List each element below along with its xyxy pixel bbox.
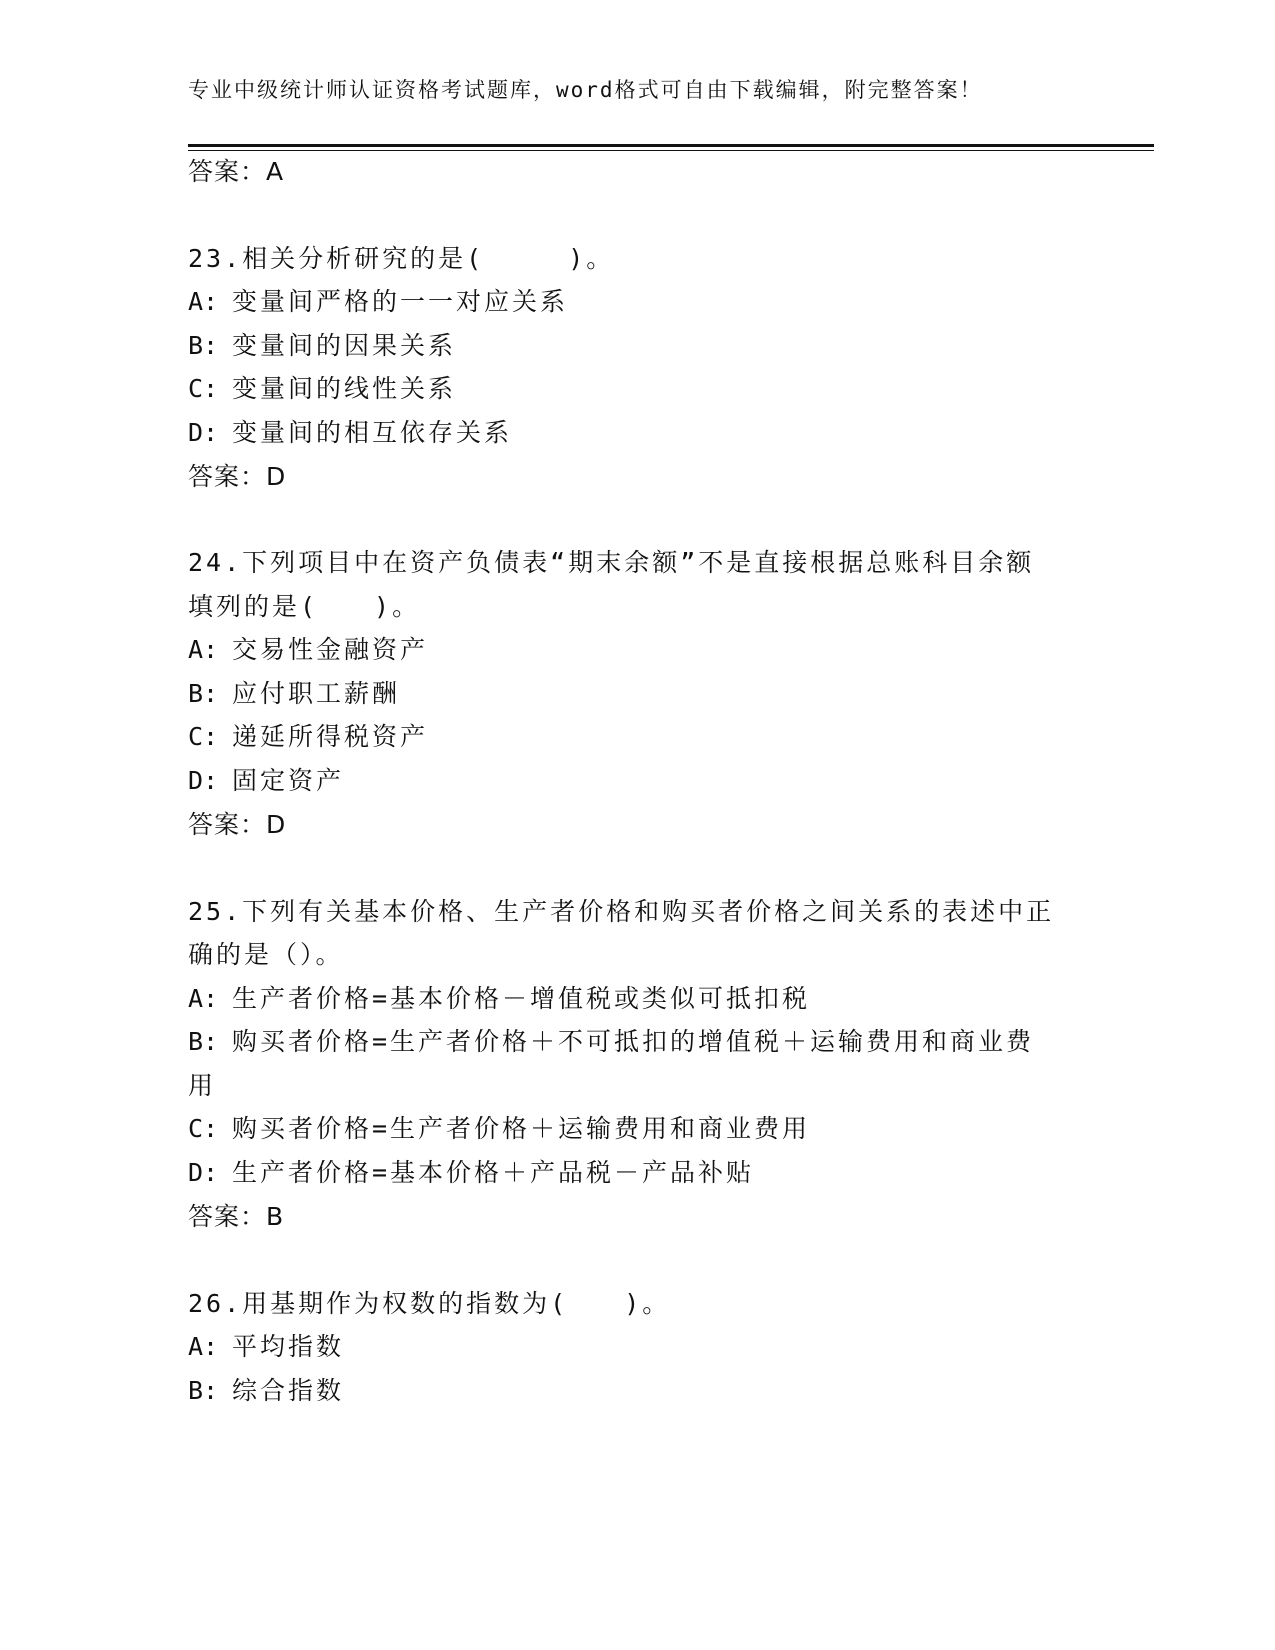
answer-line (188, 461, 286, 493)
question-stem: 填列的是( )。 (188, 592, 421, 621)
answer-value: D (266, 462, 287, 491)
option-text: 平均指数 (232, 1332, 345, 1361)
option-line (188, 373, 456, 405)
option-text: 固定资产 (232, 766, 345, 795)
option-letter: B: (188, 331, 219, 360)
option-line (188, 983, 810, 1015)
option-letter: B: (188, 1376, 219, 1405)
answer-label: 答案： (188, 157, 267, 186)
option-line (188, 721, 428, 753)
option-letter: A: (188, 1332, 219, 1361)
option-line (188, 1113, 810, 1145)
option-text: 购买者价格=生产者价格＋不可抵扣的增值税＋运输费用和商业费 (232, 1027, 1035, 1056)
option-text: 交易性金融资产 (232, 635, 429, 664)
question-stem: 26.用基期作为权数的指数为( )。 (188, 1289, 671, 1318)
option-letter: D: (188, 766, 219, 795)
option-line (188, 286, 568, 318)
option-line (188, 1157, 754, 1189)
option-text: 购买者价格=生产者价格＋运输费用和商业费用 (232, 1114, 811, 1143)
answer-value: A (266, 157, 285, 186)
answer-label: 答案： (188, 810, 267, 839)
option-letter: B: (188, 679, 219, 708)
answer-label: 答案： (188, 462, 267, 491)
answer-line (188, 156, 284, 188)
option-line (188, 678, 400, 710)
option-text: 变量间的相互依存关系 (232, 418, 513, 447)
option-line (188, 1331, 344, 1363)
question-stem: 确的是（）。 (188, 940, 344, 969)
option-text: 变量间严格的一一对应关系 (232, 287, 569, 316)
option-line (188, 765, 344, 797)
option-continuation: 用 (188, 1071, 217, 1100)
option-text: 综合指数 (232, 1376, 345, 1405)
question-stem: 25.下列有关基本价格、生产者价格和购买者价格之间关系的表述中正 (188, 897, 1055, 926)
option-text: 生产者价格=基本价格－增值税或类似可抵扣税 (232, 984, 811, 1013)
option-letter: C: (188, 374, 219, 403)
question-stem: 23.相关分析研究的是( )。 (188, 244, 615, 273)
option-letter: A: (188, 287, 219, 316)
option-text: 变量间的线性关系 (232, 374, 457, 403)
option-line (188, 330, 456, 362)
option-letter: C: (188, 1114, 219, 1143)
option-line (188, 1026, 1034, 1058)
option-letter: D: (188, 418, 219, 447)
option-text: 生产者价格=基本价格＋产品税－产品补贴 (232, 1158, 755, 1187)
option-text: 递延所得税资产 (232, 722, 429, 751)
answer-line (188, 809, 286, 841)
question-stem: 24.下列项目中在资产负债表“期末余额”不是直接根据总账科目余额 (188, 548, 1035, 577)
answer-line (188, 1201, 284, 1233)
page-header: 专业中级统计师认证资格考试题库，word格式可自由下载编辑，附完整答案！ (188, 78, 983, 102)
option-text: 应付职工薪酬 (232, 679, 401, 708)
header-rule-thick (188, 144, 1154, 147)
answer-value: D (266, 810, 287, 839)
option-letter: C: (188, 722, 219, 751)
answer-label: 答案： (188, 1202, 267, 1231)
header-rule-thin (188, 150, 1154, 151)
option-line (188, 417, 512, 449)
option-letter: A: (188, 984, 219, 1013)
option-line (188, 1375, 344, 1407)
option-letter: D: (188, 1158, 219, 1187)
option-text: 变量间的因果关系 (232, 331, 457, 360)
option-line (188, 634, 428, 666)
option-letter: A: (188, 635, 219, 664)
option-letter: B: (188, 1027, 219, 1056)
answer-value: B (266, 1202, 285, 1231)
